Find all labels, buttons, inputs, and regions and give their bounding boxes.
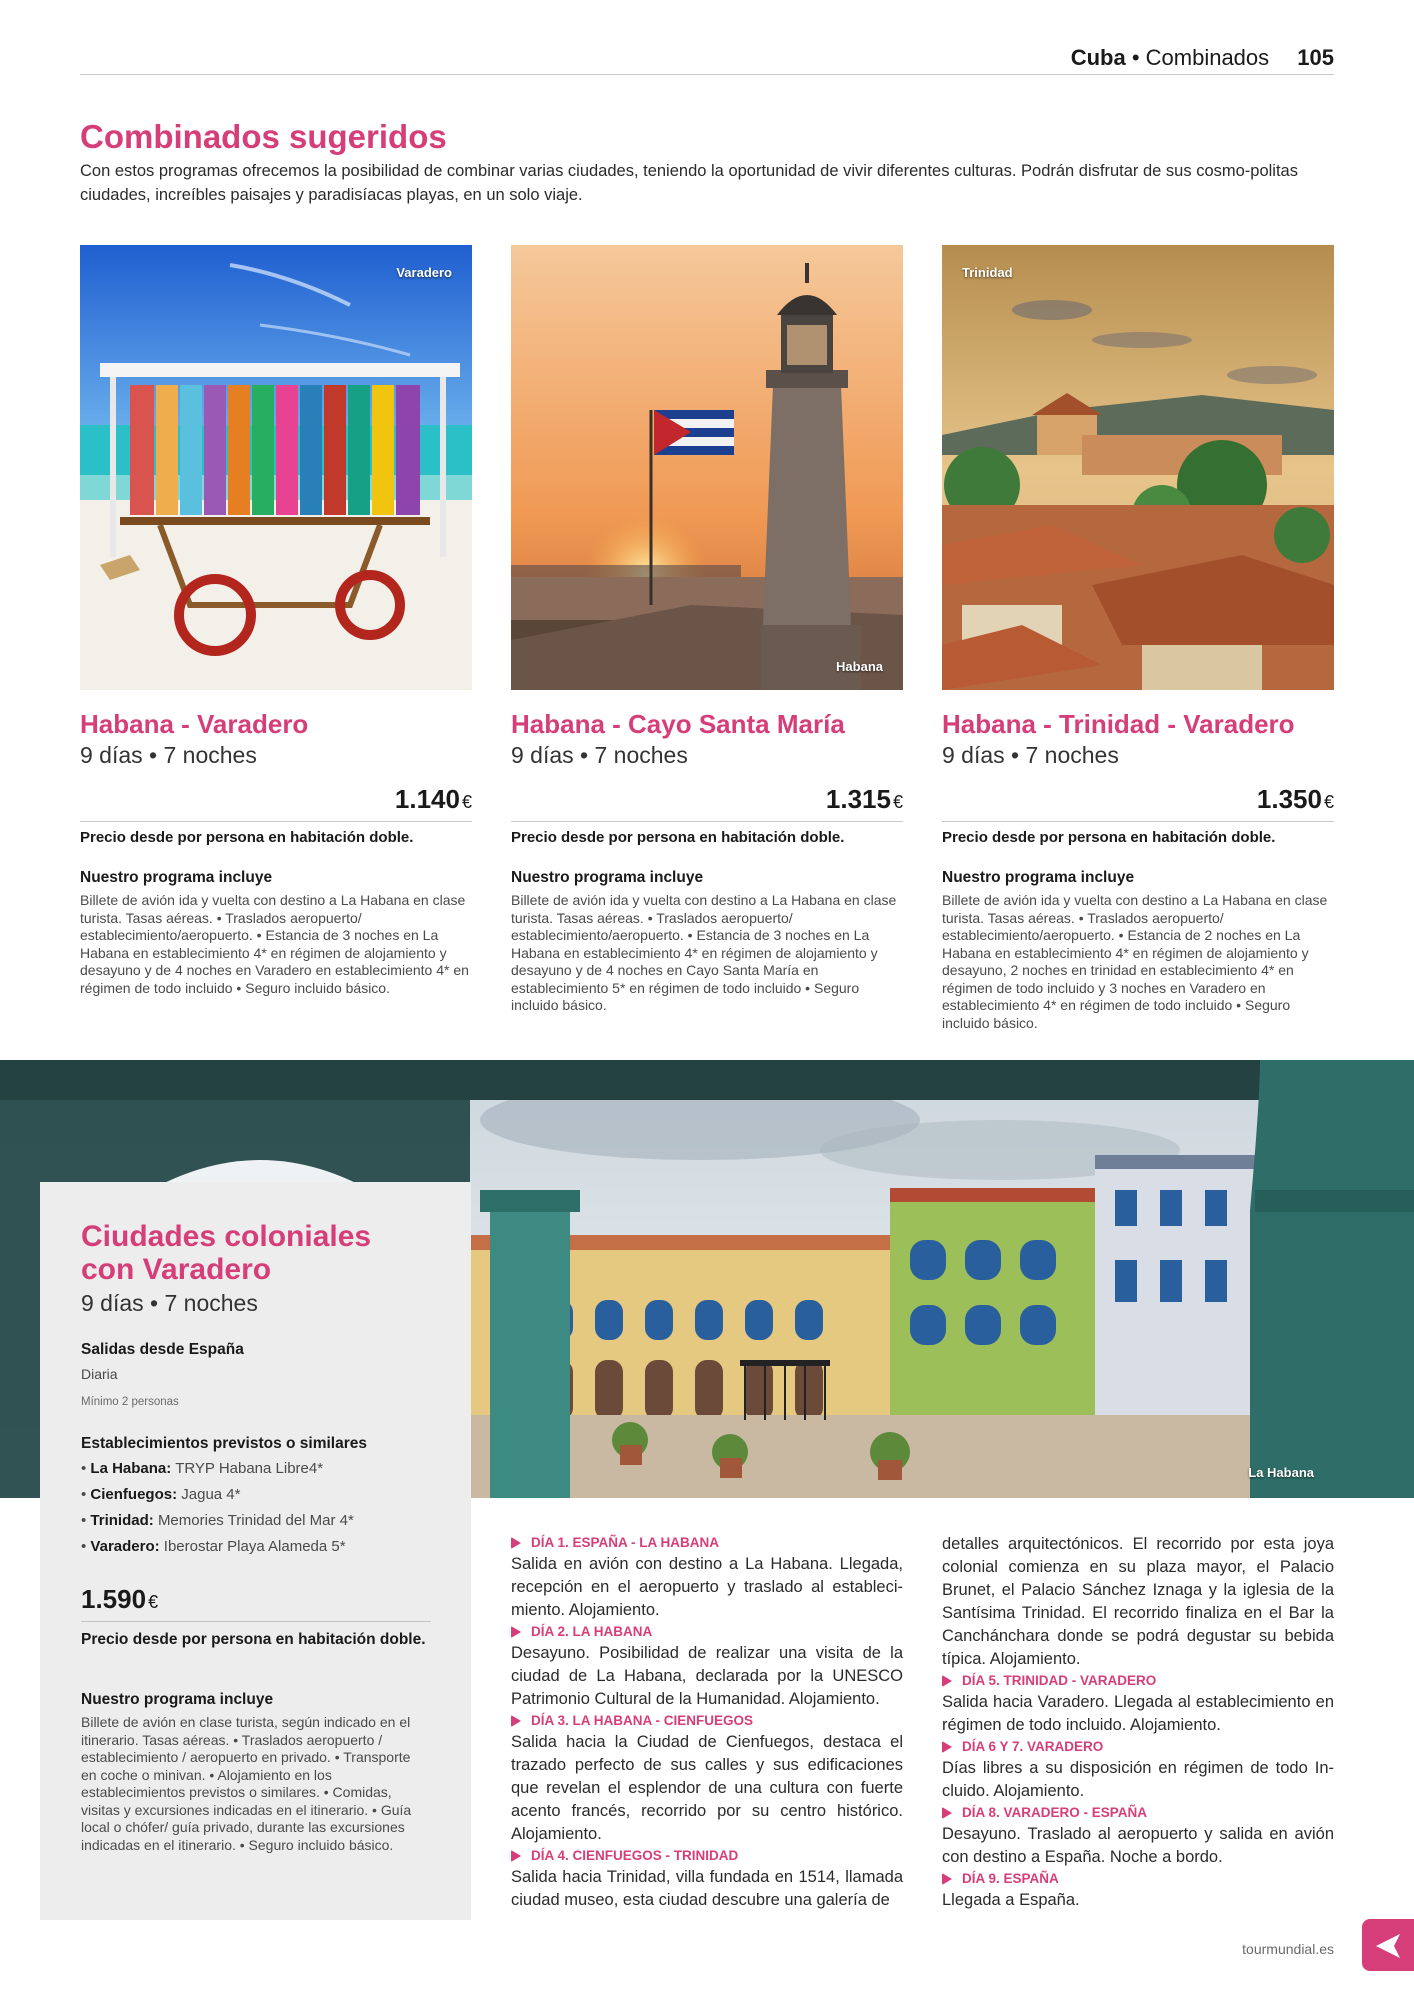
day-title: DÍA 2. LA HABANA: [531, 1624, 653, 1639]
day-title: DÍA 8. VARADERO - ESPAÑA: [962, 1805, 1148, 1820]
page-number: 105: [1297, 45, 1334, 70]
day-heading: [942, 1671, 1334, 1691]
departures-label: Salidas desde España: [81, 1341, 244, 1358]
day-heading: [511, 1533, 903, 1553]
beach-cart-image: [80, 245, 472, 690]
day-heading: [942, 1737, 1334, 1757]
hotels-label: Establecimientos previstos o similares: [81, 1435, 368, 1452]
photo-habana-lighthouse: [511, 245, 903, 690]
hotels-list: [81, 1456, 431, 1560]
day-marker-icon: [511, 1715, 521, 1727]
itinerary-day: [511, 1846, 903, 1912]
photo-varadero-beach-cart: [80, 245, 472, 690]
includes-text: Billete de avión ida y vuelta con destino a La Habana en clase turista. Tasas aéreas. • Traslados aeropuerto/ establecimiento/aeropuerto. • Estancia de 3 noches en La Habana en establecimiento 4* en régimen de alojamiento y desayuno y de 4 noches en Varadero en establecimiento 4* en régimen de todo incluido • Seguro incluido básico.: [80, 892, 469, 996]
day-marker-icon: [511, 1537, 521, 1549]
list-item: • Varadero: Iberostar Playa Alameda 5*: [81, 1538, 346, 1555]
package-duration: 9 días • 7 noches: [511, 742, 688, 768]
includes-text: Billete de avión en clase turista, según indicado en el itinerario. Tasas aéreas. • Traslados aeropuerto / establecimiento / aeropuerto en privado. • Transporte en coche o minivan. • Alojamiento en los establecimientos previstos o similares. • Comidas, visitas y excursiones indicadas en el itinerario. • Guía local o chófer/ guía privado, durante las excursiones indicadas en el itinerario. • Seguro incluido básico.: [81, 1714, 412, 1853]
hotel-name: Memories Trinidad del Mar 4*: [157, 1512, 354, 1529]
day-title: DÍA 6 Y 7. VARADERO: [962, 1739, 1104, 1754]
day-marker-icon: [942, 1807, 952, 1819]
day-title: DÍA 1. ESPAÑA - LA HABANA: [531, 1535, 720, 1550]
day-text: Días libres a su disposición en régimen de todo In-cluido. Alojamiento.: [942, 1759, 1334, 1800]
day-text: Desayuno. Traslado al aeropuerto y salida en avión con destino a España. Noche a bordo.: [942, 1825, 1334, 1866]
itinerary-day: [942, 1671, 1334, 1737]
day-text: Desayuno. Posibilidad de realizar una visita de la ciudad de La Habana, declarada por la UNESCO Patrimonio Cultural de la Humanidad. Alojamiento.: [511, 1644, 903, 1708]
day-heading: [942, 1869, 1334, 1889]
hotel-city: La Habana:: [90, 1460, 172, 1477]
day-text: Llegada a España.: [942, 1891, 1080, 1909]
day-title: DÍA 9. ESPAÑA: [962, 1871, 1059, 1886]
price-amount: 1.590: [81, 1584, 147, 1614]
includes-title: Nuestro programa incluye: [81, 1691, 274, 1708]
package-title: Habana - Varadero: [80, 709, 309, 739]
includes-text: Billete de avión ida y vuelta con destino a La Habana en clase turista. Tasas aéreas. • Traslados aeropuerto/ establecimiento/aeropuerto. • Estancia de 3 noches en La Habana en establecimiento 4* en régimen de alojamiento y desayuno y de 4 noches en Cayo Santa María en establecimiento 5* en régimen de todo incluido • Seguro incluido básico.: [511, 892, 897, 1013]
includes-text: Billete de avión ida y vuelta con destino a La Habana en clase turista. Tasas aéreas. • Traslados aeropuerto/ establecimiento/aeropuerto. • Estancia de 2 noches en La Habana en establecimiento 4* en régimen de alojamiento y desayuno, 2 noches en trinidad en establecimiento 4* en régimen de todo incluido y 3 noches en Varadero en establecimiento 4* en régimen de todo incluido • Seguro incluido básico.: [942, 892, 1328, 1031]
day-heading: [511, 1846, 903, 1866]
day-marker-icon: [942, 1741, 952, 1753]
day-heading: [511, 1622, 903, 1642]
photo-caption: La Habana: [1248, 1465, 1314, 1480]
photo-caption: Trinidad: [962, 265, 1013, 280]
price-currency: €: [461, 792, 472, 812]
package-duration: 9 días • 7 noches: [80, 742, 257, 768]
itinerary-column-2: [942, 1533, 1334, 1912]
hotel-name: Iberostar Playa Alameda 5*: [163, 1538, 346, 1555]
day-title: DÍA 5. TRINIDAD - VARADERO: [962, 1673, 1157, 1688]
header-breadcrumb: [1071, 44, 1334, 72]
day-marker-icon: [942, 1873, 952, 1885]
package-price: [942, 784, 1334, 822]
price-amount: 1.350: [1256, 784, 1322, 814]
itinerary-day: [942, 1803, 1334, 1869]
header-separator: •: [1131, 45, 1140, 70]
price-currency: €: [148, 1592, 159, 1612]
package-title: Habana - Trinidad - Varadero: [942, 709, 1295, 739]
trinidad-image: [942, 245, 1334, 690]
day-text: Salida hacia la Ciudad de Cienfuegos, destaca el trazado perfecto de sus calles y sus edificaciones que revelan el esplendor de una cultura con fuerte acento francés, recorrido por su centro histórico. Alojamiento.: [511, 1733, 903, 1843]
includes-title: Nuestro programa incluye: [942, 869, 1135, 886]
includes-title: Nuestro programa incluye: [80, 869, 273, 886]
day-title: DÍA 4. CIENFUEGOS - TRINIDAD: [531, 1848, 739, 1863]
list-item: • Cienfuegos: Jagua 4*: [81, 1486, 241, 1503]
day-heading: [942, 1803, 1334, 1823]
colonial-title: [81, 1220, 431, 1286]
day-marker-icon: [511, 1850, 521, 1862]
price-note: Precio desde por persona en habitación doble.: [80, 829, 414, 846]
day-text: Salida hacia Trinidad, villa fundada en 1514, llamada ciudad museo, esta ciudad descubre una galería de: [511, 1868, 903, 1909]
includes-title: Nuestro programa incluye: [511, 869, 704, 886]
price-amount: 1.140: [394, 784, 460, 814]
footer-url: tourmundial.es: [1242, 1941, 1334, 1957]
day-text: Salida hacia Varadero. Llegada al establecimiento en régimen de todo incluido. Alojamiento.: [942, 1693, 1334, 1734]
price-note: Precio desde por persona en habitación doble.: [942, 829, 1276, 846]
itinerary-column-1: [511, 1533, 903, 1912]
day-title: DÍA 3. LA HABANA - CIENFUEGOS: [531, 1713, 754, 1728]
photo-caption: Varadero: [396, 265, 452, 280]
day-text: Salida en avión con destino a La Habana. Llegada, recepción en el aeropuerto y traslado al estableci-miento. Alojamiento.: [511, 1555, 903, 1619]
hotel-city: Cienfuegos:: [90, 1486, 178, 1503]
itinerary-day: [511, 1533, 903, 1622]
itinerary-day: [942, 1869, 1334, 1912]
price-currency: €: [1323, 792, 1334, 812]
arrow-left-icon: [1362, 1919, 1414, 1971]
hotel-name: TRYP Habana Libre4*: [175, 1460, 324, 1477]
package-duration: 9 días • 7 noches: [942, 742, 1119, 768]
photo-trinidad-rooftops: [942, 245, 1334, 690]
package-title: Habana - Cayo Santa María: [511, 709, 845, 739]
price-note: Precio desde por persona en habitación doble.: [81, 1631, 426, 1648]
day-text-continued: detalles arquitectónicos. El recorrido por esta joya colonial comienza en su plaza mayor, el Palacio Brunet, el Palacio Sánchez Iznaga y la iglesia de la Santísima Trinidad. El recorrido finaliza en el Bar la Canchánchara donde se podrá degustar su bebida típica. Alojamiento.: [942, 1535, 1334, 1668]
hotel-name: Jagua 4*: [181, 1486, 241, 1503]
section-intro: Con estos programas ofrecemos la posibilidad de combinar varias ciudades, teniendo la oportunidad de vivir diferentes culturas. Podrán disfrutar de sus cosmo-politas ciudades, increíbles paisajes y paradisíacas playas, en un solo viaje.: [80, 162, 1298, 204]
colonial-title-line1: Ciudades coloniales: [81, 1220, 372, 1253]
page-header: [80, 44, 1334, 75]
departures-value: Diaria: [81, 1366, 118, 1382]
package-price: [80, 784, 472, 822]
photo-caption: Habana: [836, 659, 883, 674]
hotel-city: Trinidad:: [90, 1512, 154, 1529]
package-card-habana-trinidad-varadero: [942, 245, 1334, 1032]
colonial-duration: 9 días • 7 noches: [81, 1290, 258, 1316]
lighthouse-image: [511, 245, 903, 690]
package-card-habana-varadero: [80, 245, 472, 997]
package-card-habana-cayo-santa-maria: [511, 245, 903, 1015]
hotel-city: Varadero:: [90, 1538, 160, 1555]
itinerary-day: [942, 1737, 1334, 1803]
itinerary-day: [511, 1711, 903, 1846]
list-item: • La Habana: TRYP Habana Libre4*: [81, 1460, 324, 1477]
price-currency: €: [892, 792, 903, 812]
colonial-price: [81, 1584, 431, 1622]
colonial-title-line2: con Varadero: [81, 1253, 272, 1286]
header-section: Combinados: [1145, 45, 1270, 70]
previous-page-button[interactable]: [1362, 1919, 1414, 1971]
day-heading: [511, 1711, 903, 1731]
colonial-package-box: [40, 1182, 471, 1920]
itinerary-day: [511, 1622, 903, 1711]
section-title: Combinados sugeridos: [80, 118, 447, 155]
list-item: • Trinidad: Memories Trinidad del Mar 4*: [81, 1512, 354, 1529]
header-country: Cuba: [1070, 45, 1126, 70]
price-note: Precio desde por persona en habitación doble.: [511, 829, 845, 846]
package-price: [511, 784, 903, 822]
min-people: Mínimo 2 personas: [81, 1396, 179, 1408]
day-marker-icon: [942, 1675, 952, 1687]
day-marker-icon: [511, 1626, 521, 1638]
price-amount: 1.315: [825, 784, 891, 814]
